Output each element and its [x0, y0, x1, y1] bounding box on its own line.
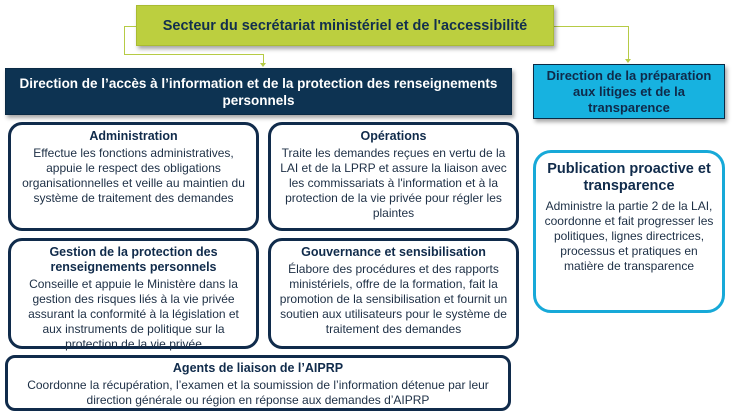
direction-aiprp-box — [5, 68, 512, 115]
arrow-down-icon — [260, 63, 266, 67]
unit-title: Gestion de la protection des renseignements personnels — [49, 245, 218, 274]
unit-description: Élabore des procédures et des rapports ministériels, offre de la formation, fait la promotion de la sensibilisation et fournit un soutien aux utilisateurs pour le système de traitement des demandes — [279, 262, 508, 336]
unit-operations — [268, 122, 519, 231]
unit-title: Publication proactive et transparence — [547, 161, 711, 194]
unit-gestion-protection — [8, 238, 259, 349]
unit-title: Gouvernance et sensibilisation — [301, 245, 486, 259]
unit-description: Effectue les fonctions administratives, appuie le respect des obligations organisationnelles et veille au maintien du système de traitement des demandes — [22, 146, 245, 205]
sector-box — [136, 5, 554, 46]
direction-aiprp-title: Direction de l’accès à l’information et de la protection des renseignements personnels — [19, 75, 498, 108]
unit-title: Opérations — [360, 129, 427, 143]
unit-description: Conseille et appuie le Ministère dans la gestion des risques liés à la vie privée assurant la conformité à la législation et aux instruments de politique sur la protection de la vie privée — [28, 277, 239, 351]
connector-right-horizontal — [554, 26, 629, 27]
unit-description: Traite les demandes reçues en vertu de la LAI et de la LPRP et assure la liaison avec les commissariats à l'information et à la protection de la vie privée pour régler les plaintes — [280, 146, 507, 220]
unit-publication-proactive — [533, 150, 725, 313]
connector-left-vertical — [124, 26, 125, 54]
unit-title: Agents de liaison de l’AIPRP — [172, 361, 344, 375]
unit-administration — [8, 122, 259, 231]
direction-litiges-title: Direction de la préparation aux litiges et de la transparence — [546, 67, 712, 115]
direction-litiges-box — [533, 64, 725, 119]
arrow-down-icon — [625, 59, 631, 63]
unit-title: Administration — [89, 129, 178, 143]
unit-gouvernance — [268, 238, 519, 349]
sector-title: Secteur du secrétariat ministériel et de l'accessibilité — [162, 17, 528, 34]
unit-agents-liaison — [5, 355, 511, 411]
connector-left-horizontal — [124, 26, 136, 27]
connector-right-vertical — [628, 26, 629, 59]
unit-description: Administre la partie 2 de la LAI, coordonne et fait progresser les politiques, lignes directrices, processus et pratiques en matière de transparence — [544, 199, 714, 273]
unit-description: Coordonne la récupération, l’examen et la soumission de l’information détenue par leur direction générale ou région en réponse aux demandes d’AIPRP — [27, 378, 489, 407]
connector-left-bottom — [124, 54, 264, 55]
